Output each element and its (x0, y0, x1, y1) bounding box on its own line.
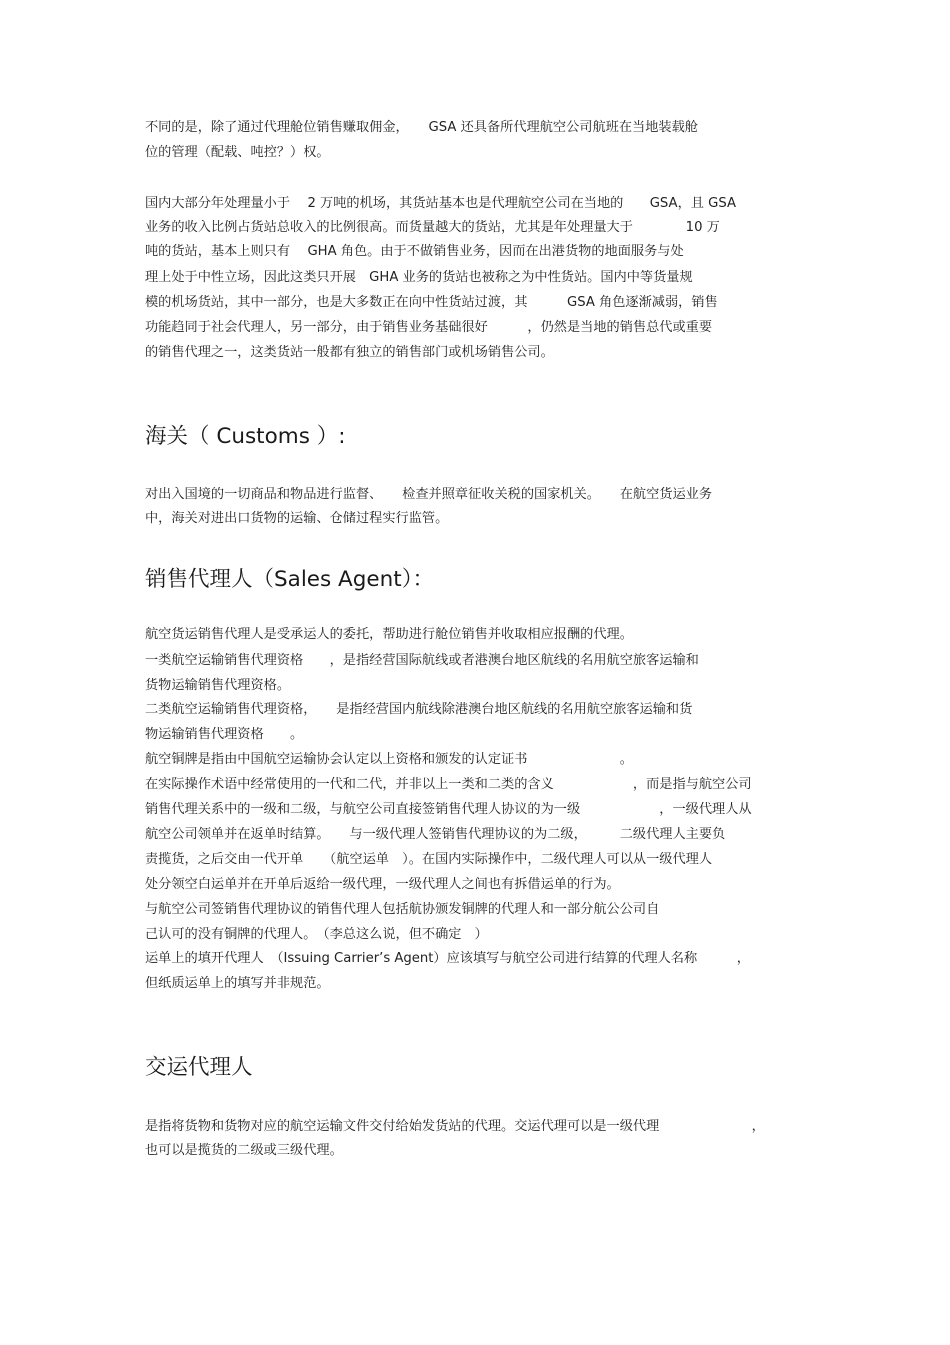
text-line: 二类航空运输销售代理资格， 是指经营国内航线除港澳台地区航线的名用航空旅客运输和货 (145, 702, 693, 717)
text-line: 的销售代理之一，这类货站一般都有独立的销售部门或机场销售公司。 (145, 345, 554, 360)
text-line: 物运输销售代理资格 。 (145, 727, 304, 742)
text-line: 与航空公司签销售代理协议的销售代理人包括航协颁发铜牌的代理人和一部分航公公司自 (145, 902, 660, 917)
section-heading-customs: 海关（ Customs ）: (145, 424, 346, 449)
text-line: 也可以是揽货的二级或三级代理。 (145, 1143, 343, 1158)
text-line: 位的管理（配载、吨控？）权。 (145, 145, 330, 160)
text-line: 但纸质运单上的填写并非规范。 (145, 976, 330, 991)
section-heading-delivering-agent: 交运代理人 (145, 1055, 253, 1080)
text-line: 国内大部分年处理量小于 2 万吨的机场，其货站基本也是代理航空公司在当地的 GSA，且 GSA (145, 196, 736, 211)
text-line: 是指将货物和货物对应的航空运输文件交付给始发货站的代理。交运代理可以是一级代理 ， (145, 1119, 765, 1134)
text-line: 一类航空运输销售代理资格 ，是指经营国际航线或者港澳台地区航线的名用航空旅客运输和 (145, 653, 699, 668)
text-line: 对出入国境的一切商品和物品进行监督、 检查并照章征收关税的国家机关。 在航空货运业务 (145, 487, 713, 502)
text-line: 销售代理关系中的一级和二级，与航空公司直接签销售代理人协议的为一级 ，一级代理人从 (145, 802, 752, 817)
section-heading-sales-agent: 销售代理人（Sales Agent）： (145, 567, 434, 592)
text-line: 模的机场货站，其中一部分，也是大多数正在向中性货站过渡，其 GSA 角色逐渐减弱，销售 (145, 295, 718, 310)
text-line: 航空货运销售代理人是受承运人的委托，帮助进行舱位销售并收取相应报酬的代理。 (145, 627, 633, 642)
text-line: 功能趋同于社会代理人，另一部分，由于销售业务基础很好 ，仍然是当地的销售总代或重要 (145, 320, 713, 335)
text-line: 中，海关对进出口货物的运输、仓储过程实行监管。 (145, 511, 449, 526)
text-line: 航空公司领单并在返单时结算。 与一级代理人签销售代理协议的为二级， 二级代理人主要负 (145, 827, 726, 842)
text-line: 业务的收入比例占货站总收入的比例很高。而货量越大的货站，尤其是年处理量大于 10 万 (145, 220, 720, 235)
text-line: 处分领空白运单并在开单后返给一级代理，一级代理人之间也有拆借运单的行为。 (145, 877, 620, 892)
text-line: 理上处于中性立场，因此这类只开展 GHA 业务的货站也被称之为中性货站。国内中等货量规 (145, 270, 693, 285)
text-line: 运单上的填开代理人 （Issuing Carrier’s Agent）应该填写与航空公司进行结算的代理人名称 ， (145, 951, 750, 966)
text-line: 不同的是，除了通过代理舱位销售赚取佣金， GSA 还具备所代理航空公司航班在当地装载舱 (145, 120, 698, 135)
text-line: 货物运输销售代理资格。 (145, 678, 291, 693)
text-line: 航空铜牌是指由中国航空运输协会认定以上资格和颁发的认定证书 。 (145, 752, 633, 767)
text-line: 在实际操作术语中经常使用的一代和二代，并非以上一类和二类的含义 ，而是指与航空公司 (145, 777, 752, 792)
text-line: 己认可的没有铜牌的代理人。 （李总这么说，但不确定 ） (145, 927, 488, 942)
text-line: 责揽货，之后交由一代开单 （航空运单 ）。在国内实际操作中，二级代理人可以从一级代理人 (145, 852, 713, 867)
text-line: 吨的货站，基本上则只有 GHA 角色。由于不做销售业务，因而在出港货物的地面服务与处 (145, 244, 684, 259)
